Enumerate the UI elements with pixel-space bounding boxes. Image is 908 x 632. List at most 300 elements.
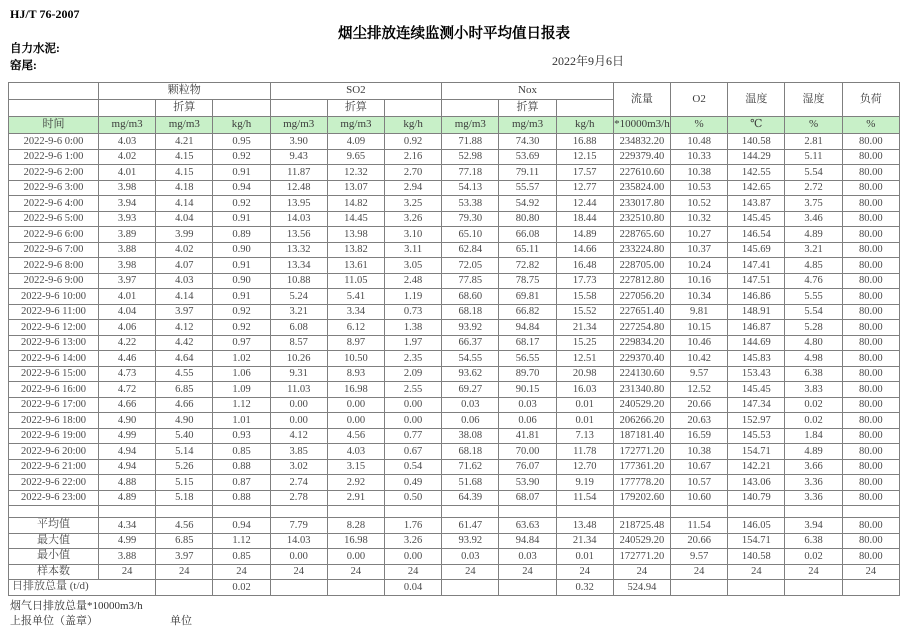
value-cell: 80.00 [842,196,899,212]
converted-header: 折算 [327,100,384,117]
value-cell: 13.32 [270,242,327,258]
value-cell: 80.00 [842,304,899,320]
value-cell: 24 [327,564,384,580]
value-cell: 0.00 [327,413,384,429]
value-cell: 2.78 [270,490,327,506]
summary-label: 最大值 [9,533,99,549]
value-cell [442,580,499,596]
value-cell: 4.01 [99,165,156,181]
value-cell: 4.66 [99,397,156,413]
value-cell: 2.92 [327,475,384,491]
value-cell: 7.13 [556,428,613,444]
table-row [9,258,900,274]
value-cell: 3.66 [785,459,842,475]
value-cell: 3.98 [99,180,156,196]
value-cell: 229379.40 [613,149,670,165]
value-cell: 68.07 [499,490,556,506]
column-header: 温度 [728,83,785,117]
value-cell: 4.76 [785,273,842,289]
value-cell [327,580,384,596]
value-cell: 70.00 [499,444,556,460]
value-cell: 24 [270,564,327,580]
value-cell: 24 [156,564,213,580]
value-cell: 3.94 [99,196,156,212]
unit-cell: *10000m3/h [613,117,670,134]
value-cell: 9.43 [270,149,327,165]
table-row [9,413,900,429]
value-cell: 0.90 [213,273,270,289]
value-cell: 231340.80 [613,382,670,398]
value-cell: 52.98 [442,149,499,165]
value-cell: 80.00 [842,413,899,429]
value-cell: 2.09 [385,366,442,382]
value-cell: 24 [556,564,613,580]
table-row [9,490,900,506]
value-cell: 24 [671,564,728,580]
value-cell: 80.00 [842,366,899,382]
table-row [9,227,900,243]
value-cell: 2.16 [385,149,442,165]
time-cell: 2022-9-6 10:00 [9,289,99,305]
value-cell: 227056.20 [613,289,670,305]
value-cell: 0.50 [385,490,442,506]
spacer-cell [728,506,785,518]
value-cell: 5.40 [156,428,213,444]
summary-row [9,549,900,565]
value-cell: 80.00 [842,320,899,336]
daily-total-label: 日排放总量 (t/d) [9,580,156,596]
value-cell: 145.45 [728,211,785,227]
time-cell: 2022-9-6 21:00 [9,459,99,475]
value-cell: 0.00 [327,397,384,413]
value-cell: 145.69 [728,242,785,258]
summary-label: 样本数 [9,564,99,580]
time-cell: 2022-9-6 11:00 [9,304,99,320]
value-cell: 0.00 [270,397,327,413]
value-cell: 65.11 [499,242,556,258]
value-cell: 0.91 [213,258,270,274]
value-cell: 13.07 [327,180,384,196]
column-header: 负荷 [842,83,899,117]
value-cell: 10.38 [671,444,728,460]
value-cell: 0.88 [213,459,270,475]
value-cell: 12.48 [270,180,327,196]
value-cell: 0.97 [213,335,270,351]
value-cell: 11.05 [327,273,384,289]
value-cell: 142.55 [728,165,785,181]
value-cell: 14.45 [327,211,384,227]
value-cell: 93.92 [442,533,499,549]
table-row [9,211,900,227]
value-cell: 4.42 [156,335,213,351]
summary-label: 平均值 [9,518,99,534]
value-cell: 4.89 [99,490,156,506]
value-cell: 80.00 [842,211,899,227]
value-cell: 228705.00 [613,258,670,274]
value-cell: 80.00 [842,382,899,398]
value-cell: 17.73 [556,273,613,289]
value-cell: 3.26 [385,211,442,227]
value-cell: 3.05 [385,258,442,274]
value-cell: 172771.20 [613,444,670,460]
value-cell: 11.54 [556,490,613,506]
company-label: 自力水泥: [10,43,60,55]
value-cell: 5.24 [270,289,327,305]
value-cell: 2.94 [385,180,442,196]
value-cell: 80.00 [842,227,899,243]
value-cell: 71.62 [442,459,499,475]
value-cell: 3.99 [156,227,213,243]
unit-cell: % [671,117,728,134]
time-cell: 2022-9-6 8:00 [9,258,99,274]
value-cell: 4.03 [99,134,156,150]
value-cell: 3.88 [99,549,156,565]
value-cell: 4.94 [99,459,156,475]
time-cell: 2022-9-6 9:00 [9,273,99,289]
value-cell: 61.47 [442,518,499,534]
value-cell: 4.14 [156,289,213,305]
value-cell: 147.41 [728,258,785,274]
value-cell: 80.00 [842,475,899,491]
value-cell: 10.33 [671,149,728,165]
value-cell: 147.34 [728,397,785,413]
value-cell: 3.93 [99,211,156,227]
value-cell: 13.95 [270,196,327,212]
value-cell: 240529.20 [613,533,670,549]
time-cell: 2022-9-6 17:00 [9,397,99,413]
value-cell: 20.98 [556,366,613,382]
value-cell: 80.00 [842,444,899,460]
value-cell: 140.79 [728,490,785,506]
value-cell: 4.64 [156,351,213,367]
value-cell: 0.73 [385,304,442,320]
value-cell: 54.92 [499,196,556,212]
value-cell: 3.36 [785,475,842,491]
time-cell: 2022-9-6 14:00 [9,351,99,367]
spacer-cell [499,506,556,518]
value-cell: 4.04 [156,211,213,227]
value-cell: 10.48 [671,134,728,150]
value-cell: 6.08 [270,320,327,336]
value-cell: 0.94 [213,180,270,196]
time-header-blank [9,100,99,117]
value-cell: 1.97 [385,335,442,351]
value-cell: 4.99 [99,428,156,444]
spacer-cell [385,506,442,518]
value-cell: 89.70 [499,366,556,382]
value-cell [270,580,327,596]
value-cell: 1.19 [385,289,442,305]
table-row [9,444,900,460]
value-cell: 93.62 [442,366,499,382]
table-row [9,304,900,320]
value-cell: 14.89 [556,227,613,243]
spacer-cell [671,506,728,518]
value-cell: 140.58 [728,549,785,565]
time-cell: 2022-9-6 3:00 [9,180,99,196]
value-cell: 4.90 [156,413,213,429]
value-cell: 2.81 [785,134,842,150]
value-cell: 15.58 [556,289,613,305]
value-cell: 16.98 [327,382,384,398]
value-cell: 0.89 [213,227,270,243]
table-row [9,397,900,413]
time-cell: 2022-9-6 1:00 [9,149,99,165]
value-cell: 0.92 [213,149,270,165]
value-cell: 524.94 [613,580,670,596]
value-cell: 4.21 [156,134,213,150]
table-row [9,459,900,475]
value-cell: 0.77 [385,428,442,444]
value-cell: 68.60 [442,289,499,305]
value-cell: 0.00 [270,549,327,565]
value-cell: 2.48 [385,273,442,289]
unit-cell: mg/m3 [499,117,556,134]
value-cell: 8.57 [270,335,327,351]
value-cell: 148.91 [728,304,785,320]
value-cell: 62.84 [442,242,499,258]
value-cell: 24 [213,564,270,580]
value-cell: 2.55 [385,382,442,398]
sub-header-blank [99,100,156,117]
value-cell: 79.30 [442,211,499,227]
value-cell: 10.16 [671,273,728,289]
value-cell: 0.00 [385,397,442,413]
value-cell: 3.94 [785,518,842,534]
value-cell: 24 [385,564,442,580]
value-cell: 20.66 [671,533,728,549]
value-cell: 24 [728,564,785,580]
value-cell: 68.18 [442,444,499,460]
value-cell: 146.87 [728,320,785,336]
value-cell: 0.03 [442,397,499,413]
spacer-cell [9,506,99,518]
value-cell: 1.84 [785,428,842,444]
pollutant-group-header: SO2 [270,83,442,100]
value-cell: 63.63 [499,518,556,534]
value-cell: 232510.80 [613,211,670,227]
value-cell: 8.93 [327,366,384,382]
value-cell: 41.81 [499,428,556,444]
value-cell: 10.57 [671,475,728,491]
table-row [9,165,900,181]
column-header: 流量 [613,83,670,117]
value-cell: 10.67 [671,459,728,475]
value-cell: 0.03 [499,549,556,565]
value-cell: 1.76 [385,518,442,534]
sub-header-blank [385,100,442,117]
time-cell: 2022-9-6 4:00 [9,196,99,212]
table-row [9,475,900,491]
value-cell: 10.27 [671,227,728,243]
table-row [9,366,900,382]
time-cell: 2022-9-6 12:00 [9,320,99,336]
value-cell: 2.72 [785,180,842,196]
value-cell: 80.00 [842,180,899,196]
value-cell: 10.15 [671,320,728,336]
unit-cell: mg/m3 [327,117,384,134]
value-cell: 14.82 [327,196,384,212]
value-cell: 24 [442,564,499,580]
value-cell: 152.97 [728,413,785,429]
value-cell: 187181.40 [613,428,670,444]
time-cell: 2022-9-6 2:00 [9,165,99,181]
value-cell: 143.06 [728,475,785,491]
value-cell: 80.00 [842,549,899,565]
value-cell: 146.86 [728,289,785,305]
time-cell: 2022-9-6 15:00 [9,366,99,382]
value-cell: 17.57 [556,165,613,181]
value-cell: 13.61 [327,258,384,274]
unit-cell: kg/h [213,117,270,134]
value-cell [156,580,213,596]
value-cell: 4.06 [99,320,156,336]
value-cell: 5.28 [785,320,842,336]
value-cell: 2.70 [385,165,442,181]
spacer-cell [556,506,613,518]
value-cell: 80.00 [842,242,899,258]
value-cell: 143.87 [728,196,785,212]
value-cell: 4.22 [99,335,156,351]
spacer-cell [785,506,842,518]
value-cell: 13.98 [327,227,384,243]
unit-cell: kg/h [385,117,442,134]
value-cell: 147.51 [728,273,785,289]
report-title: 烟尘排放连续监测小时平均值日报表 [338,26,570,42]
time-cell: 2022-9-6 13:00 [9,335,99,351]
value-cell: 10.52 [671,196,728,212]
time-cell: 2022-9-6 7:00 [9,242,99,258]
value-cell: 3.97 [156,304,213,320]
value-cell: 0.67 [385,444,442,460]
value-cell: 4.15 [156,149,213,165]
value-cell: 154.71 [728,533,785,549]
value-cell: 10.88 [270,273,327,289]
value-cell: 234832.20 [613,134,670,150]
value-cell: 55.57 [499,180,556,196]
value-cell: 9.31 [270,366,327,382]
value-cell: 80.00 [842,428,899,444]
value-cell: 80.00 [842,273,899,289]
value-cell: 0.06 [499,413,556,429]
table-row [9,134,900,150]
value-cell: 3.21 [270,304,327,320]
value-cell: 1.02 [213,351,270,367]
summary-row [9,518,900,534]
value-cell: 1.12 [213,533,270,549]
value-cell: 64.39 [442,490,499,506]
value-cell: 51.68 [442,475,499,491]
value-cell: 142.65 [728,180,785,196]
value-cell: 68.18 [442,304,499,320]
kiln-label: 窑尾: [10,60,37,72]
value-cell: 3.15 [327,459,384,475]
value-cell: 5.41 [327,289,384,305]
value-cell: 3.36 [785,490,842,506]
value-cell: 235824.00 [613,180,670,196]
value-cell: 94.84 [499,320,556,336]
value-cell: 66.82 [499,304,556,320]
value-cell: 6.12 [327,320,384,336]
value-cell: 80.00 [842,134,899,150]
value-cell: 145.53 [728,428,785,444]
value-cell: 3.21 [785,242,842,258]
value-cell: 0.90 [213,242,270,258]
value-cell: 4.56 [327,428,384,444]
value-cell: 145.45 [728,382,785,398]
spacer-cell [99,506,156,518]
value-cell: 76.07 [499,459,556,475]
flue-gas-total-note: 烟气日排放总量*10000m3/h [10,600,143,612]
value-cell: 72.05 [442,258,499,274]
value-cell: 0.94 [213,518,270,534]
value-cell: 2.91 [327,490,384,506]
value-cell: 66.37 [442,335,499,351]
spacer-cell [327,506,384,518]
value-cell: 68.17 [499,335,556,351]
value-cell: 13.48 [556,518,613,534]
value-cell: 80.00 [842,165,899,181]
spacer-cell [156,506,213,518]
value-cell: 140.58 [728,134,785,150]
value-cell: 172771.20 [613,549,670,565]
value-cell: 4.12 [156,320,213,336]
value-cell: 3.26 [385,533,442,549]
value-cell: 54.13 [442,180,499,196]
value-cell: 1.01 [213,413,270,429]
table-body [9,134,900,596]
converted-header: 折算 [156,100,213,117]
value-cell: 77.85 [442,273,499,289]
time-cell: 2022-9-6 19:00 [9,428,99,444]
value-cell: 0.01 [556,549,613,565]
value-cell: 10.34 [671,289,728,305]
value-cell: 3.97 [99,273,156,289]
value-cell: 4.03 [327,444,384,460]
value-cell: 3.10 [385,227,442,243]
value-cell: 10.26 [270,351,327,367]
value-cell: 6.38 [785,533,842,549]
value-cell: 153.43 [728,366,785,382]
summary-row [9,533,900,549]
value-cell: 93.92 [442,320,499,336]
reporting-unit-label: 上报单位（盖章） [10,615,98,627]
value-cell: 0.04 [385,580,442,596]
unit-cell: ℃ [728,117,785,134]
time-cell: 2022-9-6 23:00 [9,490,99,506]
value-cell: 16.59 [671,428,728,444]
value-cell: 6.85 [156,382,213,398]
time-cell: 2022-9-6 22:00 [9,475,99,491]
value-cell: 1.09 [213,382,270,398]
value-cell: 77.18 [442,165,499,181]
value-cell: 0.01 [556,397,613,413]
time-cell: 2022-9-6 16:00 [9,382,99,398]
value-cell: 4.98 [785,351,842,367]
unit-label: 单位 [170,615,192,627]
value-cell: 80.80 [499,211,556,227]
value-cell: 3.98 [99,258,156,274]
value-cell: 80.00 [842,149,899,165]
value-cell: 3.88 [99,242,156,258]
value-cell: 4.14 [156,196,213,212]
pollutant-group-header: Nox [442,83,614,100]
value-cell: 4.15 [156,165,213,181]
value-cell: 0.03 [442,549,499,565]
report-table [8,82,900,596]
value-cell: 53.90 [499,475,556,491]
value-cell: 0.03 [499,397,556,413]
